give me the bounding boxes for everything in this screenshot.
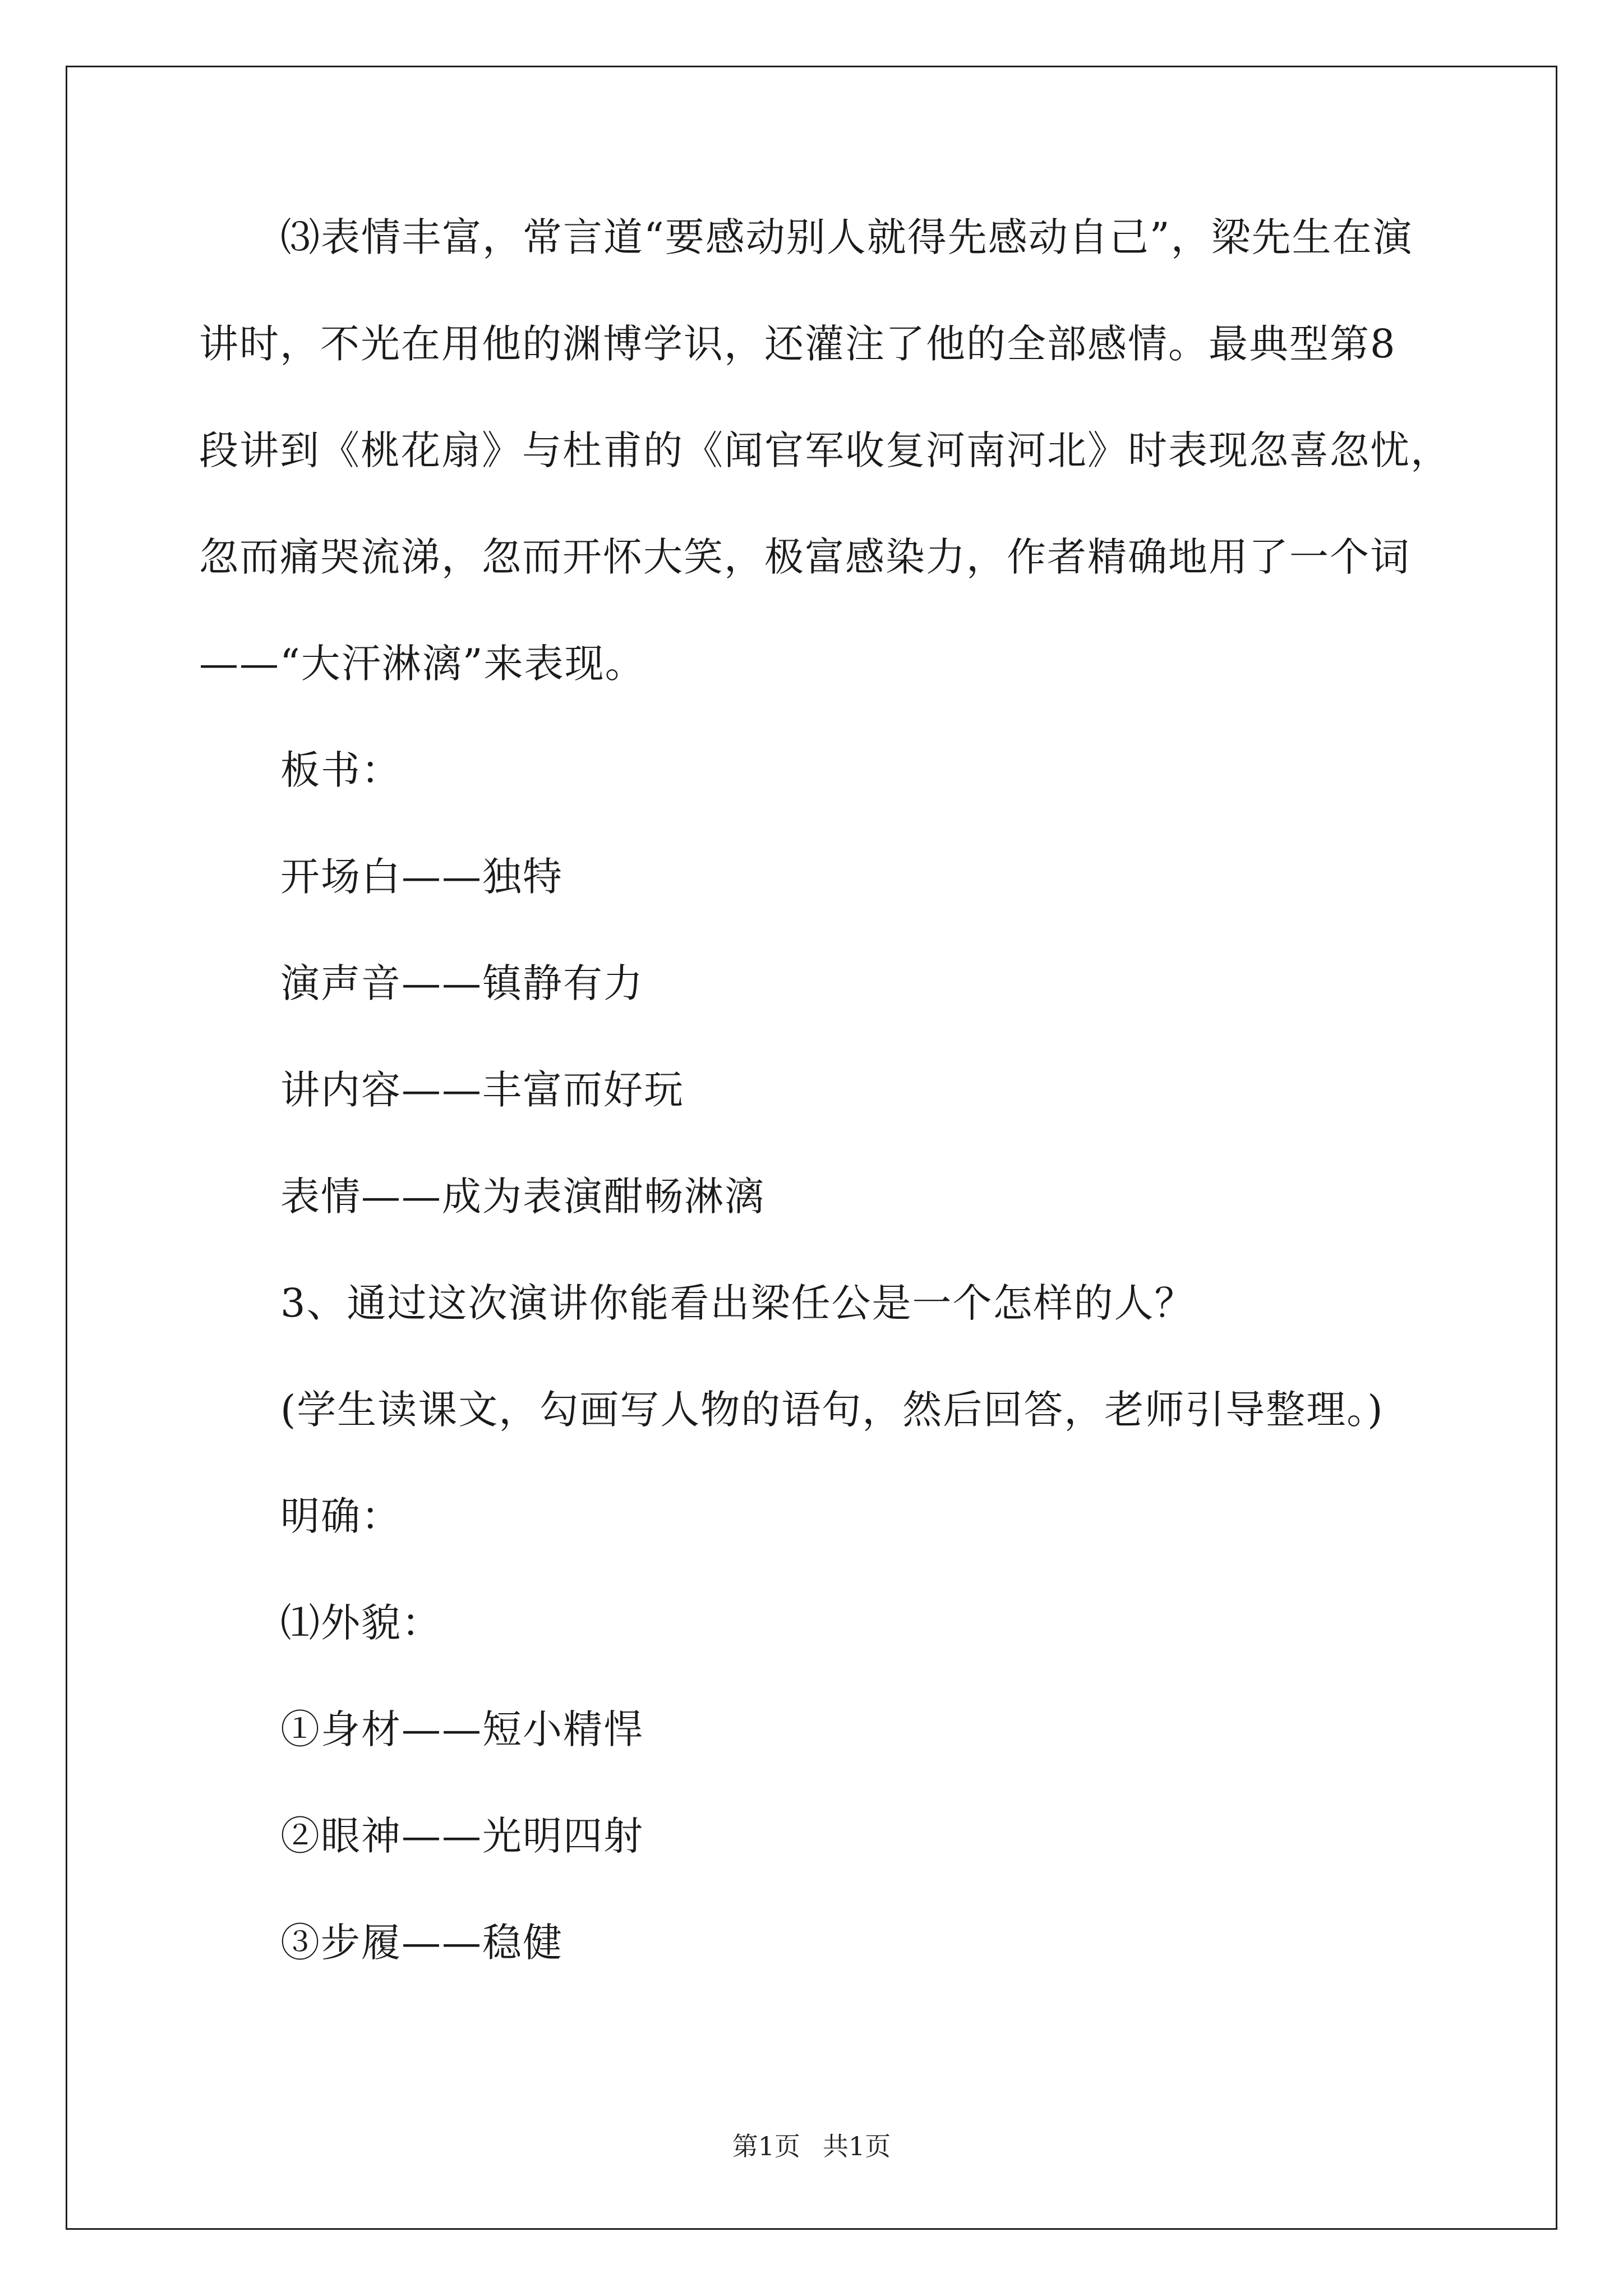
answer-item: ①身材——短小精悍 — [280, 1706, 644, 1752]
page-number: 第1页 — [732, 2131, 800, 2161]
board-heading: 板书： — [280, 747, 402, 793]
page-footer — [0, 2126, 1623, 2163]
board-item: 演声音——镇静有力 — [280, 960, 644, 1006]
board-item: 表情——成为表演酣畅淋漓 — [280, 1174, 765, 1220]
paragraph-line: ⑶表情丰富，常言道“要感动别人就得先感动自己”，梁先生在演 — [280, 214, 1413, 260]
paragraph-line: 忽而痛哭流涕，忽而开怀大笑，极富感染力，作者精确地用了一个词 — [199, 534, 1410, 580]
answer-item: ③步履——稳健 — [280, 1920, 563, 1966]
answer-subheading: ⑴外貌： — [280, 1600, 442, 1646]
document-body — [199, 214, 1467, 2030]
paragraph-line: 段讲到《桃花扇》与杜甫的《闻官军收复河南河北》时表现忽喜忽忧， — [199, 427, 1451, 473]
answer-heading: 明确： — [280, 1493, 402, 1539]
paragraph-line: 讲时，不光在用他的渊博学识，还灌注了他的全部感情。最典型第8 — [199, 321, 1396, 367]
board-item: 讲内容——丰富而好玩 — [280, 1067, 684, 1113]
question-line: 3、通过这次演讲你能看出梁任公是一个怎样的人？ — [280, 1280, 1195, 1326]
paragraph-line: ——“大汗淋漓”来表现。 — [199, 641, 645, 687]
page-total: 共1页 — [823, 2131, 891, 2161]
instruction-line: (学生读课文，勾画写人物的语句，然后回答，老师引导整理。) — [280, 1387, 1384, 1433]
board-item: 开场白——独特 — [280, 854, 563, 900]
answer-item: ②眼神——光明四射 — [280, 1813, 644, 1859]
